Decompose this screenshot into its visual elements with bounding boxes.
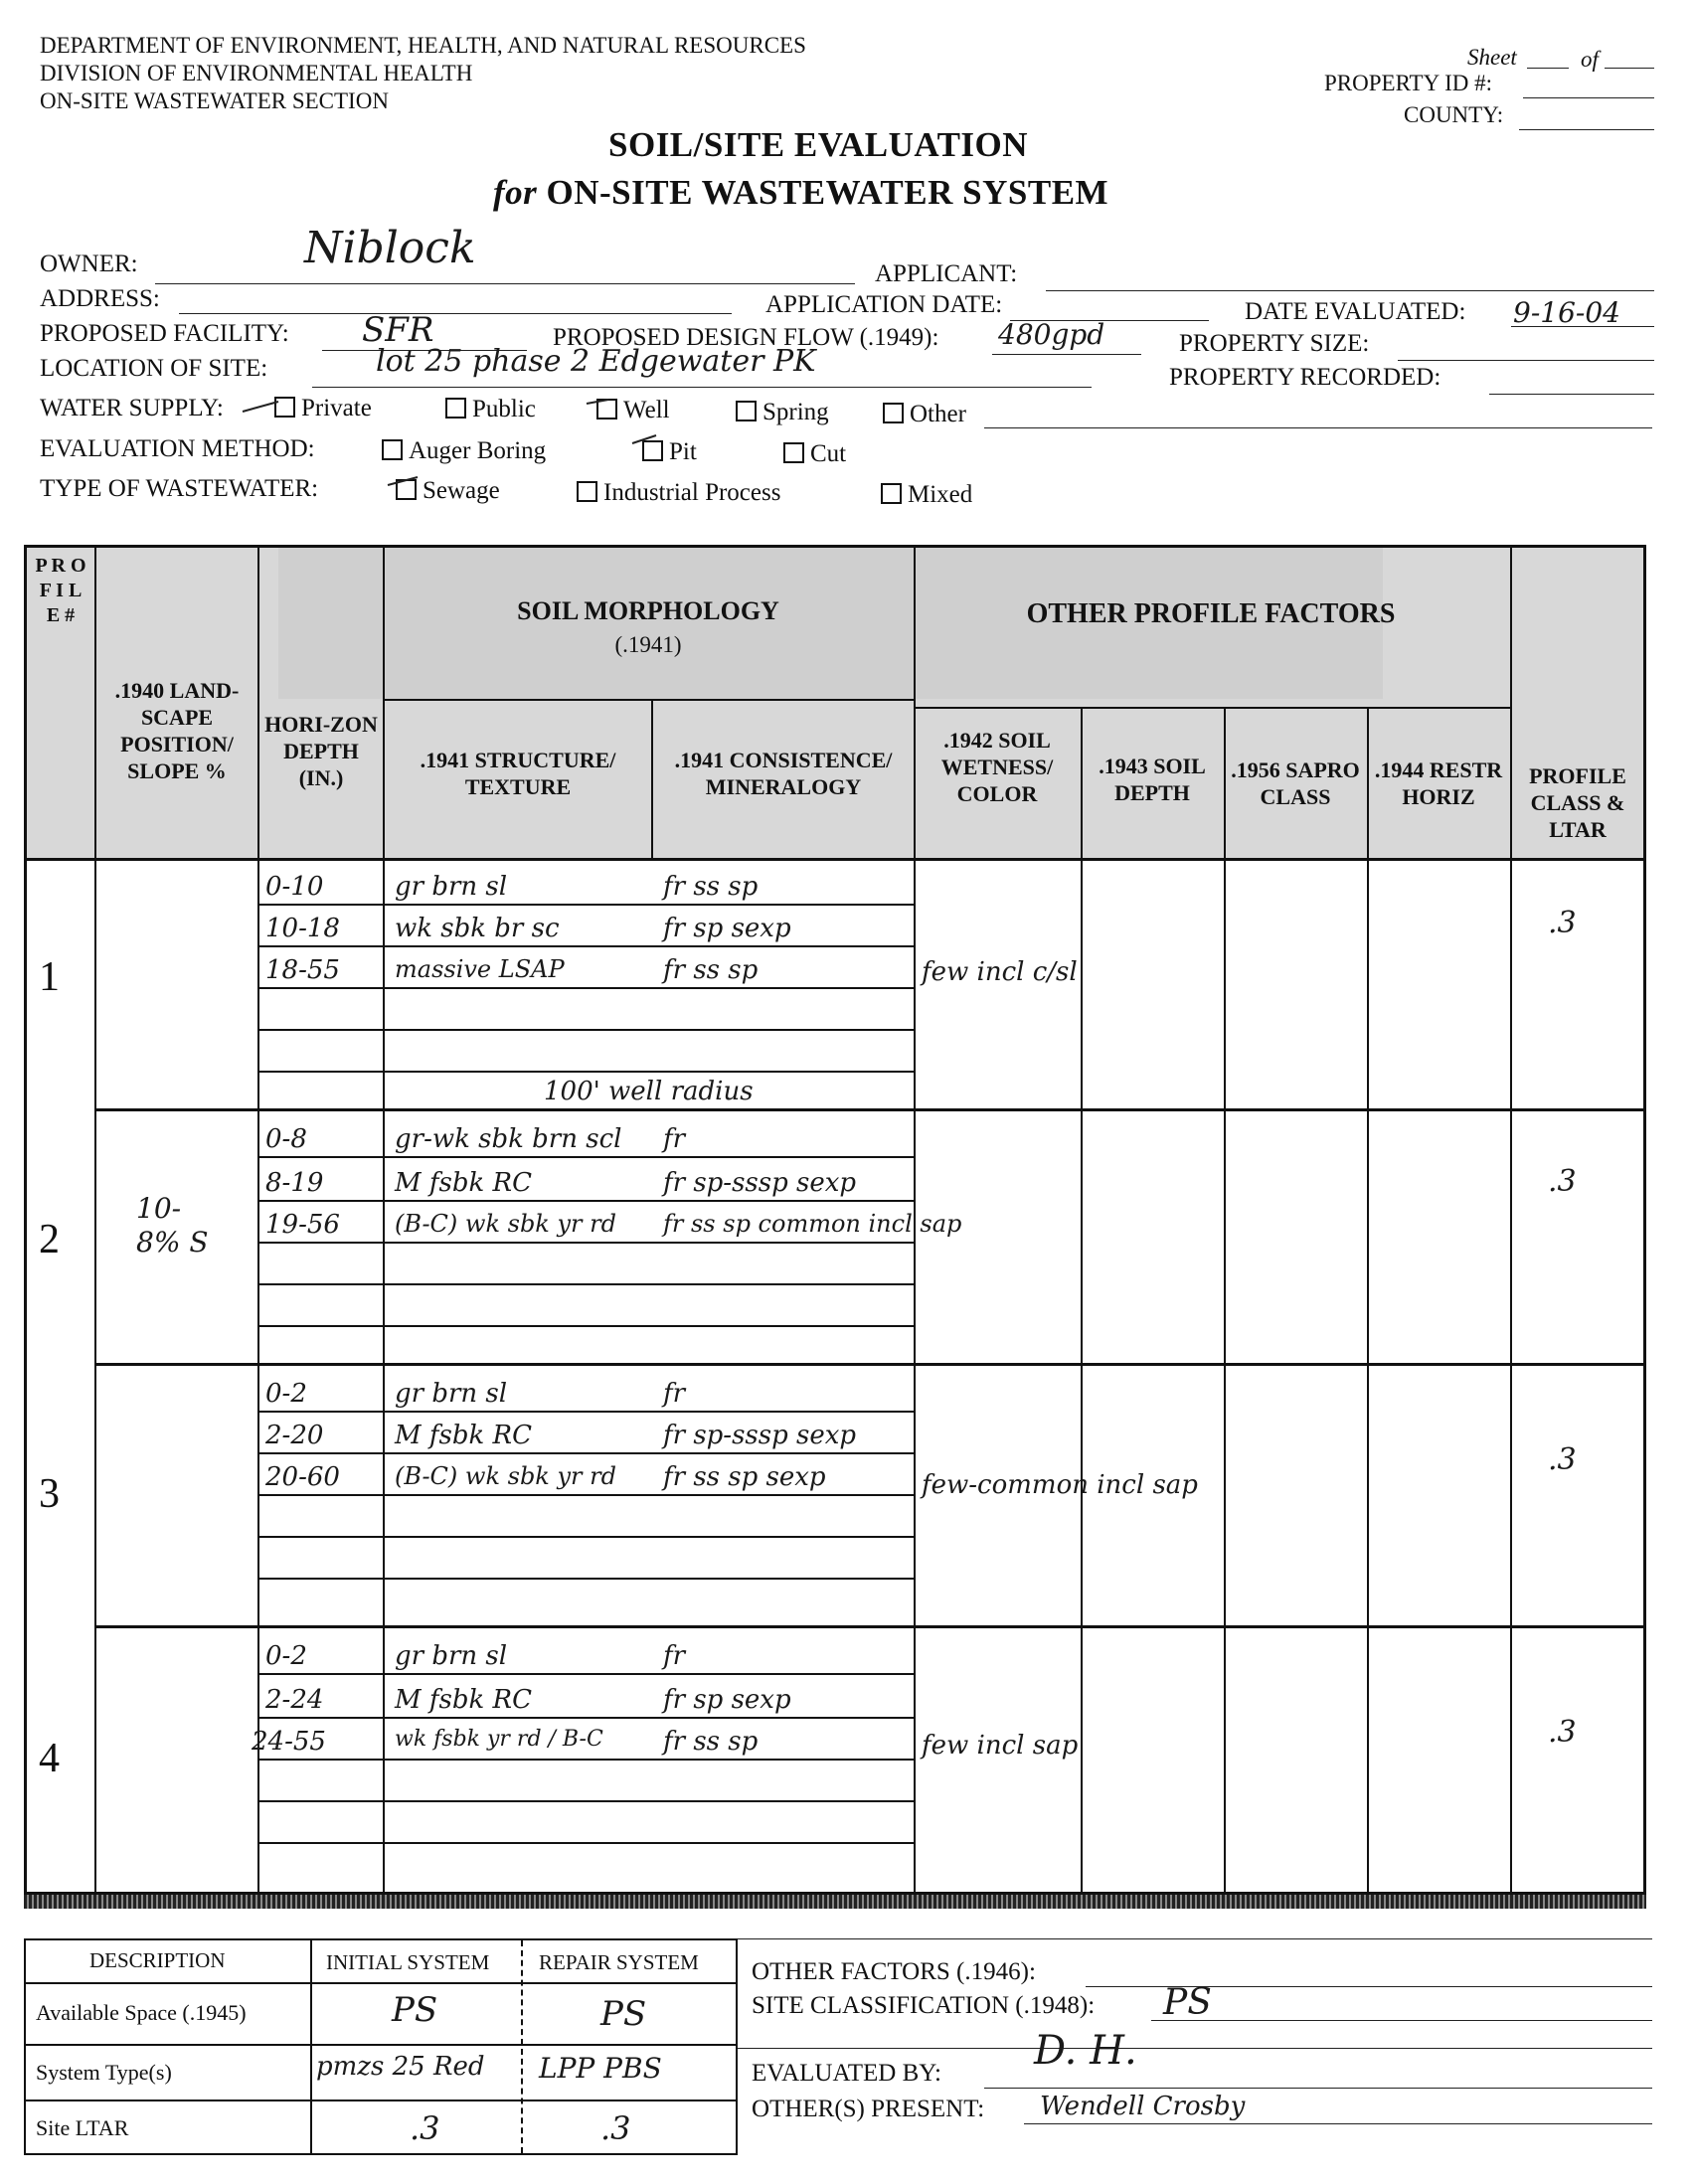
consistence-mineralogy: fr sp-sssp sexp <box>663 1421 857 1450</box>
design-flow-label: PROPOSED DESIGN FLOW (.1949): <box>553 324 939 351</box>
col-landscape-header: .1940 LAND-SCAPE POSITION/ SLOPE % <box>114 678 240 783</box>
owner-field[interactable] <box>155 283 855 284</box>
address-field[interactable] <box>179 313 732 314</box>
available-space-repair: PS <box>600 1994 647 2034</box>
proposed-facility-value: SFR <box>362 310 434 350</box>
wastewater-sewage[interactable]: Sewage <box>396 477 500 505</box>
horizon-depth: 2-24 <box>265 1685 324 1715</box>
consistence-mineralogy: fr ss sp <box>663 1727 759 1757</box>
evaluation-method-auger[interactable]: Auger Boring <box>382 437 546 465</box>
profile-class-ltar: .3 <box>1548 906 1577 940</box>
consistence-mineralogy: fr sp-sssp sexp <box>663 1168 857 1198</box>
location-value: lot 25 phase 2 Edgewater PK <box>376 344 816 379</box>
structure-texture: massive LSAP <box>395 955 565 983</box>
others-present-label: OTHER(S) PRESENT: <box>752 2096 985 2122</box>
property-recorded-field[interactable] <box>1489 394 1654 395</box>
consistence-mineralogy: fr ss sp <box>663 955 759 985</box>
water-supply-other-field[interactable] <box>984 427 1652 428</box>
structure-texture: M fsbk RC <box>395 1421 532 1450</box>
horizon-depth: 0-2 <box>265 1379 307 1409</box>
site-classification-field[interactable] <box>1151 2020 1652 2021</box>
applicant-field[interactable] <box>1046 290 1654 291</box>
proposed-facility-label: PROPOSED FACILITY: <box>40 320 289 347</box>
date-evaluated-value: 9-16-04 <box>1513 296 1620 329</box>
water-supply-public[interactable]: Public <box>445 396 536 423</box>
consistence-mineralogy: fr ss sp <box>663 872 759 902</box>
horizon-depth: 24-55 <box>252 1727 326 1757</box>
date-evaluated-label: DATE EVALUATED: <box>1245 298 1466 325</box>
soil-morphology-header: SOIL MORPHOLOGY <box>517 596 779 625</box>
evaluated-by-label: EVALUATED BY: <box>752 2060 941 2087</box>
site-ltar-label: Site LTAR <box>36 2115 129 2140</box>
horizon-depth: 0-8 <box>265 1124 307 1154</box>
department-line: DEPARTMENT OF ENVIRONMENT, HEALTH, AND NATURAL RESOURCES <box>40 33 806 58</box>
property-size-label: PROPERTY SIZE: <box>1179 330 1370 357</box>
wastewater-type-label: TYPE OF WASTEWATER: <box>40 475 319 502</box>
soil-evaluation-table <box>24 545 1646 1895</box>
col-horizon-header: HORI-ZON DEPTH (IN.) <box>264 712 378 790</box>
profile-number: 1 <box>39 954 60 1000</box>
evaluation-method-label: EVALUATION METHOD: <box>40 435 315 462</box>
system-summary-table <box>24 1938 738 2155</box>
soil-morphology-subheader: (.1941) <box>614 632 682 657</box>
consistence-mineralogy: fr <box>663 1379 686 1409</box>
col-wetness-header: .1942 SOIL WETNESS/ COLOR <box>940 728 1054 806</box>
evaluation-method-pit[interactable]: Pit <box>642 438 697 466</box>
structure-texture: gr-wk sbk brn scl <box>395 1124 622 1154</box>
consistence-mineralogy: fr <box>663 1641 686 1671</box>
form-subtitle: for ON-SITE WASTEWATER SYSTEM <box>493 173 1109 212</box>
structure-texture: gr brn sl <box>395 872 508 902</box>
property-recorded-label: PROPERTY RECORDED: <box>1169 364 1441 391</box>
landscape-slope: 10-8% S <box>136 1192 209 1259</box>
sheet-label: Sheet <box>1467 45 1517 70</box>
profile-class-ltar: .3 <box>1548 1164 1577 1199</box>
col-consistence-header: .1941 CONSISTENCE/ MINERALOGY <box>674 748 893 799</box>
profile-class-ltar: .3 <box>1548 1442 1577 1477</box>
col-sapro-header: .1956 SAPRO CLASS <box>1231 757 1360 809</box>
available-space-initial: PS <box>392 1990 438 2030</box>
others-present-value: Wendell Crosby <box>1040 2092 1246 2121</box>
site-ltar-initial: .3 <box>410 2109 440 2147</box>
initial-system-header: INITIAL SYSTEM <box>326 1950 490 1974</box>
county-field[interactable] <box>1519 129 1654 130</box>
others-present-field[interactable] <box>1024 2123 1652 2124</box>
horizon-depth: 0-2 <box>265 1641 307 1671</box>
col-depth-header: .1943 SOIL DEPTH <box>1099 754 1206 805</box>
soil-wetness-color: few incl c/sl <box>922 957 1078 987</box>
horizon-depth: 2-20 <box>265 1421 324 1450</box>
other-factors-label: OTHER FACTORS (.1946): <box>752 1958 1036 1985</box>
location-label: LOCATION OF SITE: <box>40 355 268 382</box>
table-bottom-rule <box>24 1895 1646 1909</box>
consistence-mineralogy: fr ss sp common incl sap <box>663 1210 962 1238</box>
soil-wetness-color: few incl sap <box>922 1731 1079 1761</box>
address-label: ADDRESS: <box>40 285 160 312</box>
division-line: DIVISION OF ENVIRONMENTAL HEALTH <box>40 61 473 85</box>
col-restr-header: .1944 RESTR HORIZ <box>1374 757 1503 809</box>
property-id-field[interactable] <box>1523 97 1654 98</box>
form-title: SOIL/SITE EVALUATION <box>608 125 1029 164</box>
checkmark-strokes <box>239 394 954 503</box>
location-field[interactable] <box>312 387 1092 388</box>
applicant-label: APPLICANT: <box>875 260 1018 287</box>
evaluator-signature: D. H. <box>1034 2028 1137 2074</box>
profile-number: 3 <box>39 1471 60 1517</box>
wastewater-industrial[interactable]: Industrial Process <box>577 479 780 507</box>
consistence-mineralogy: fr ss sp sexp <box>663 1462 826 1492</box>
county-label: COUNTY: <box>1404 102 1504 127</box>
col-class-header: PROFILE CLASS & LTAR <box>1529 763 1626 842</box>
design-flow-value: 480gpd <box>998 318 1105 351</box>
consistence-mineralogy: fr sp sexp <box>663 914 791 943</box>
profile-class-ltar: .3 <box>1548 1715 1577 1750</box>
application-date-label: APPLICATION DATE: <box>765 291 1003 318</box>
system-type-label: System Type(s) <box>36 2060 172 2085</box>
profile-note: 100' well radius <box>544 1077 754 1106</box>
structure-texture: wk fsbk yr rd / B-C <box>395 1727 603 1752</box>
system-type-repair: LPP PBS <box>539 2052 662 2085</box>
section-line: ON-SITE WASTEWATER SECTION <box>40 88 389 113</box>
wastewater-mixed[interactable]: Mixed <box>881 481 972 509</box>
water-supply-spring[interactable]: Spring <box>736 399 829 426</box>
profile-number: 2 <box>39 1217 60 1262</box>
other-profile-factors-header: OTHER PROFILE FACTORS <box>1026 598 1396 629</box>
owner-label: OWNER: <box>40 251 138 277</box>
water-supply-label: WATER SUPPLY: <box>40 395 224 421</box>
horizon-depth: 20-60 <box>265 1462 340 1492</box>
col-structure-header: .1941 STRUCTURE/ TEXTURE <box>420 748 616 799</box>
consistence-mineralogy: fr <box>663 1124 686 1154</box>
repair-system-header: REPAIR SYSTEM <box>539 1950 699 1974</box>
horizon-depth: 0-10 <box>265 872 324 902</box>
water-supply-other[interactable]: Other <box>883 401 966 428</box>
profile-number: 4 <box>39 1736 60 1781</box>
description-header: DESCRIPTION <box>89 1948 226 1972</box>
col-profile-header: P R O F I L E # <box>35 555 86 626</box>
horizon-depth: 8-19 <box>265 1168 324 1198</box>
evaluated-by-field[interactable] <box>984 2088 1652 2089</box>
water-supply-well[interactable]: Well <box>596 397 670 424</box>
structure-texture: (B-C) wk sbk yr rd <box>395 1462 616 1490</box>
property-size-field[interactable] <box>1398 360 1654 361</box>
horizon-depth: 18-55 <box>265 955 340 985</box>
structure-texture: wk sbk br sc <box>395 914 560 943</box>
site-classification-value: PS <box>1163 1982 1212 2023</box>
consistence-mineralogy: fr sp sexp <box>663 1685 791 1715</box>
structure-texture: gr brn sl <box>395 1379 508 1409</box>
structure-texture: gr brn sl <box>395 1641 508 1671</box>
of-label: of <box>1581 47 1599 72</box>
horizon-depth: 10-18 <box>265 914 340 943</box>
site-classification-label: SITE CLASSIFICATION (.1948): <box>752 1992 1096 2019</box>
structure-texture: (B-C) wk sbk yr rd <box>395 1210 616 1238</box>
horizon-depth: 19-56 <box>265 1210 340 1240</box>
evaluation-method-cut[interactable]: Cut <box>783 440 846 468</box>
design-flow-field[interactable] <box>992 354 1141 355</box>
system-type-initial: pmzs 25 Red <box>316 2052 485 2082</box>
property-id-label: PROPERTY ID #: <box>1324 71 1493 95</box>
soil-wetness-color: few-common incl sap <box>922 1470 1198 1500</box>
site-ltar-repair: .3 <box>600 2109 631 2147</box>
structure-texture: M fsbk RC <box>395 1685 532 1715</box>
owner-value: Niblock <box>304 223 476 273</box>
water-supply-private[interactable]: Private <box>274 395 372 422</box>
structure-texture: M fsbk RC <box>395 1168 532 1198</box>
available-space-label: Available Space (.1945) <box>36 2000 247 2025</box>
